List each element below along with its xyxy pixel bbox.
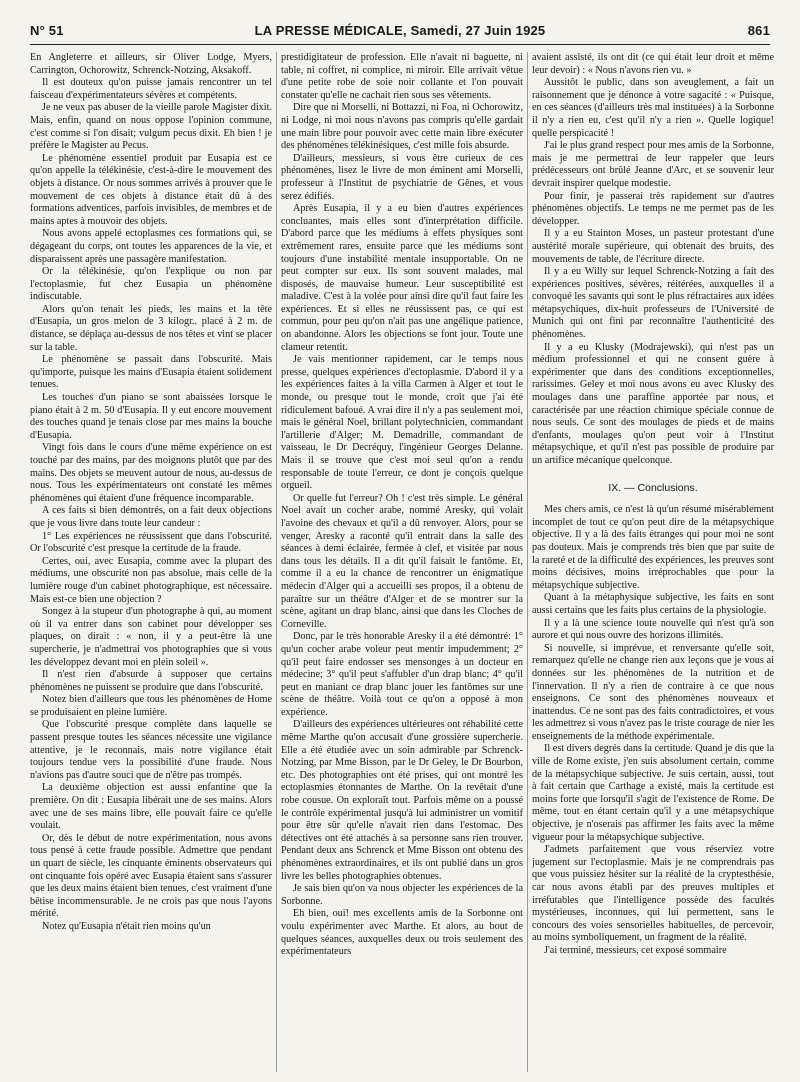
paragraph: Aussitôt le public, dans son aveuglement, a fait un raisonnement que je dénonce à votre sagacité : « Puisque, en ces séances (d'ailleurs très mal instituées) à la Sorbonne il n'y a rien eu, c'est qu'il n'y a rien ». Quelle logique! quelle perspicacité ! xyxy=(532,77,774,139)
paragraph: Si nouvelle, si imprévue, et renversante qu'elle soit, remarquez qu'elle ne change rien aux leçons que je vous ai données sur les phénomènes de la nutrition et de l'innervation. Il n'y a rien de contraire à ce que nous enseignons. Ce sont des phénomènes nouveaux et inattendus. Ce ne sont pas des faits contradictoires, et vous les admettrez si vous n'avez pas le triste courage de nier les enseignements de la méthode expérimentale. xyxy=(532,642,774,742)
paragraph: Je vais mentionner rapidement, car le temps nous presse, quelques expériences d'ectoplasmie. D'abord il y a les expériences faites à la villa Carmen à Alger et tout le monde, ou presque tout le monde, croit que j'ai été ridiculement bafoué. A vrai dire il n'y a pas seulement moi, mais le général Noel, brillant polytechnicien, commandant l'artillerie d'Alger; M. Demadrille, commandant de vaisseau, le Dr Decréquy, l'ingénieur Georges Delanne. Mais il se trouve que c'est moi seul qu'on a rendu responsable de toute l'erreur, ce dont je conçois quelque orgueil. xyxy=(281,354,523,492)
paragraph: 1° Les expériences ne réussissent que dans l'obscurité. Or l'obscurité c'est presque la certitude de la fraude. xyxy=(30,530,272,555)
paragraph: Il est douteux qu'on puisse jamais rencontrer un tel faisceau d'expérimentateurs sévères et compétents. xyxy=(30,77,272,101)
masthead-title: LA PRESSE MÉDICALE, Samedi, 27 Juin 1925 xyxy=(254,22,546,38)
paragraph: Je sais bien qu'on va nous objecter les expériences de la Sorbonne. xyxy=(281,883,523,907)
paragraph: Or quelle fut l'erreur? Oh ! c'est très simple. Le général Noel avait un cocher arabe, nommé Aresky, qui volait l'avoine des chevaux et qu'il a dû renvoyer. Alors, pour se venger, Aresky a raconté qu'il entrait dans la salle des séances à demi éclairée, fermée à clef, et visitée par nous dans tous les détails. Il a dit qu'il faisait le fantôme. Et, comme il a eu la chance de rencontrer un énigmatique médecin d'Alger qui a accueilli ses propos, il a obtenu de paraître sur un théâtre d'Alger et de se montrer sur la scène, agitant un drap blanc, ainsi que dans les Cloches de Corneville. xyxy=(281,492,523,630)
header-rule xyxy=(30,44,770,45)
paragraph: Donc, par le très honorable Aresky il a été démontré: 1° qu'un cocher arabe voleur peut mentir impudemment; 2° qu'il peut faire endosser ses mensonges à un docteur en médecine; 3° qu'il peut s'affubler d'un drap blanc; 4° qu'il peut en maniant ce drap blanc jouer les fantômes sur une scène de théâtre. Voilà tout ce qu'on a opposé à mon expérience. xyxy=(281,631,523,718)
paragraph: Quant à la métaphysique subjective, les faits en sont aussi certains que les faits plus certains de la physiologie. xyxy=(532,592,774,616)
paragraph: Je ne veux pas abuser de la vieille parole Magister dixit. Mais, enfin, quand on nous oppose l'opinion commune, c'est comme si l'on disait; vulgum pecus dixit. Eh bien ! je préfère le Magister au Pecus. xyxy=(30,102,272,152)
paragraph: Il y a eu Willy sur lequel Schrenck-Notzing a fait des expériences positives, sévères, réitérées, auxquelles il a convoqué les savants qui sont le plus réfractaires aux idées métapsychiques, dix-huit professeurs de l'Université de Munich qui ont fini par reconnaître l'authenticité des phénomènes. xyxy=(532,266,774,341)
paragraph: Il est divers degrés dans la certitude. Quand je dis que la ville de Rome existe, j'en suis absolument certain, comme de la métapsychique subjective. Je suis certain, aussi, tout à fait certain que Carthage a existé, mais la certitude est moins forte que lorsqu'il s'agit de l'existence de Rome. De même, tout en étant certain qu'il y a une métapsychique objective, je n'oserais pas affirmer les faits avec la même vigueur pour la métapsychique subjective. xyxy=(532,743,774,843)
paragraph: Il n'est rien d'absurde à supposer que certains phénomènes ne puissent se produire que dans l'obscurité. xyxy=(30,669,272,693)
section-heading: IX. — Conclusions. xyxy=(608,481,698,494)
paragraph: Il y a eu Stainton Moses, un pasteur protestant d'une austérité morale supérieure, qui obtenait des bruits, des mouvements de table, de l'écriture directe. xyxy=(532,228,774,265)
paragraph: Il y a là une science toute nouvelle qui n'est qu'à son aurore et qui nous ouvre des horizons illimités. xyxy=(532,617,774,642)
page-number: 861 xyxy=(747,22,770,38)
column-divider xyxy=(527,52,528,1072)
paragraph: Le phénomène se passait dans l'obscurité. Mais qu'importe, puisque les mains d'Eusapia étaient solidement tenues. xyxy=(30,354,272,391)
paragraph: J'admets parfaitement que vous réserviez votre jugement sur l'ectoplasmie. Mais je ne comprendrais pas que vous puissiez hésiter sur la réalité de la cryptesthésie, car nous avons établi par des preuves multiples et irréfutables que l'intelligence possède des facultés mystérieuses, inconnues, qui lui permettent, sans le concours des voies sensorielles habituelles, de percevoir, au moins symboliquement, un fragment de la réalité. xyxy=(532,844,774,944)
paragraph: Songez à la stupeur d'un photographe à qui, au moment où il va entrer dans son cabinet pour développer ses plaques, on dirait : « non, il y a peut-être là une supercherie, je n'admettrai vos photographies que si vous les développez devant moi en plein soleil ». xyxy=(30,606,272,668)
paragraph: A ces faits si bien démontrés, on a fait deux objections que je vous livre dans toute leur candeur : xyxy=(30,505,272,529)
paragraph: Or, dès le début de notre expérimentation, nous avons tous pensé à cette fraude possible. Admettre que pendant un quart de siècle, les cinquante éminents observateurs qui ont cinquante fois opéré avec Eusapia étaient sans s'assurer que les deux mains étaient bien tenues, c'est vraiment d'une bêtise incommensurable. Je ne crois pas que nous l'ayons mérité. xyxy=(30,832,272,920)
paragraph: Vingt fois dans le cours d'une même expérience on est touché par des mains, par des moignons plutôt que par des mains. Des objets se meuvent autour de nous, au-dessus de nous. Tous les expérimentateurs ont constaté les mêmes phénomènes qui étaient d'une fréquence incomparable. xyxy=(30,442,272,504)
paragraph: J'ai terminé, messieurs, cet exposé sommaire xyxy=(544,944,727,956)
paragraph: Notez bien d'ailleurs que tous les phénomènes de Home se produisaient en pleine lumière. xyxy=(30,694,272,718)
paragraph: Certes, oui, avec Eusapia, comme avec la plupart des médiums, une obscurité non pas absolue, mais celle de la lumière rouge d'un cabinet photographique, est nécessaire. Mais est-ce bien une objection ? xyxy=(30,555,272,605)
page-header xyxy=(30,18,770,42)
paragraph: Les touches d'un piano se sont abaissées lorsque le piano était à 2 m. 50 d'Eusapia. Il y eut encore mouvement des touches quand je tenais close par mes mains la bouche d'Eusapia. xyxy=(30,392,272,441)
paragraph: Dire que ni Morselli, ni Bottazzi, ni Foa, ni Ochorowitz, ni Lodge, ni moi nous n'avons pas compris qu'elle gardait une main libre pour pouvoir avec cette main libre exécuter des phénomènes télékinésiques, c'est mille fois absurde. xyxy=(281,102,523,152)
column-divider xyxy=(276,52,277,1072)
paragraph: prestidigitateur de profession. Elle n'avait ni baguette, ni table, ni coffret, ni complice, ni miroir. Elle arrivait vêtue d'une petite robe de soie noir collante et l'on pouvait constater qu'elle ne cachait rien sous ses vêtements. xyxy=(281,52,523,101)
paragraph: Il y a eu Klusky (Modrajewski), qui n'est pas un médium professionnel et qui ne consent guère à expérimenter que dans des conditions exceptionnelles, rarissimes. Geley et moi nous avons eu avec Klusky des moulages dans une paraffine apportée par nous, et caractérisée par une réaction chimique spéciale connue de nous seuls. Ce sont des moulages de pieds et de mains d'enfants, moulages qu'on peut voir à l'Institut métapsychique, et qu'il n'est pas possible de produire par un artifice mécanique quelconque. xyxy=(532,341,774,466)
paragraph: La deuxième objection est aussi enfantine que la première. On dit : Eusapia libérait une de ses mains. Alors avec une de ses mains libre, elle pouvait faire ce qu'elle voulait. xyxy=(30,782,272,832)
paragraph: Alors qu'on tenait les pieds, les mains et la tête d'Eusapia, un gros melon de 3 kilogr.. placé à 2 m. de distance, se déplaça au-dessus de nos têtes et vint se placer sur la table. xyxy=(30,303,272,353)
paragraph: Notez qu'Eusapia n'était rien moins qu'un xyxy=(42,920,211,932)
paragraph: D'ailleurs des expériences ultérieures ont réhabilité cette même Marthe qu'on accusait d'une grossière supercherie. Elle a été étudiée avec un soin admirable par Schrenck-Notzing, par Mme Bisson, par le Dr Geley, le Dr Bourbon, etc. Des photographies ont été prises, qui ont montré les ectoplasmies étonnantes de Marthe. On la revêtait d'une robe cousue. On exploraît tout. Parfois même on a poussé le contrôle expérimental jusqu'à lui administrer un vomitif pour être sûr qu'elle n'avait rien dans l'estomac. Des détectives ont été attachés à sa personne sans rien trouver. Pendant deux ans Schrenck et Mme Bisson ont obtenu des phénomènes extraordinaires, et ils ont publié dans un gros livre les belles photographies obtenues. xyxy=(281,719,523,882)
text-column-3 xyxy=(532,52,774,1072)
paragraph: Eh bien, oui! mes excellents amis de la Sorbonne ont voulu expérimenter avec Marthe. Et alors, au bout de quelques séances, auxquelles deux ou trois seulement des expérimentateurs xyxy=(281,908,523,958)
paragraph: avaient assisté, ils ont dit (ce qui était leur droit et même leur devoir) : « Nous n'avons rien vu. » xyxy=(532,52,774,76)
paragraph: J'ai le plus grand respect pour mes amis de la Sorbonne, mais je me permettrai de leur rappeler que leurs prédécesseurs ont brûlé Jeanne d'Arc, et se souvenir leur devrait inspirer quelque modestie. xyxy=(532,140,774,189)
paragraph: Or la télékinésie, qu'on l'explique ou non par l'ectoplasmie, fut chez Eusapia un phénomène indiscutable. xyxy=(30,266,272,303)
paragraph: Mes chers amis, ce n'est là qu'un résumé misérablement incomplet de tout ce qu'on peut dire de la métapsychique objective. Il y a là des faits étranges qui pour moi ne sont pas douteux. Mais je comprends très bien que par suite de la rareté et de la difficulté des expériences, les preuves sont moins décisives, moins irréprochables que pour la métapsychique subjective. xyxy=(532,504,774,591)
text-column-1 xyxy=(30,52,272,1072)
paragraph: Que l'obscurité presque complète dans laquelle se passent presque toutes les séances nécessite une vigilance attentive, je le reconnais, mais notre vigilance était toujours tendue vers la possibilité d'une fraude. Nous n'avions pas d'autre souci que de n'être pas trompés. xyxy=(30,719,272,781)
paragraph: En Angleterre et ailleurs, sir Oliver Lodge, Myers, Carrington, Ochorowitz, Schrenck-Notzing, Aksakoff. xyxy=(30,52,272,76)
paragraph: Le phénomène essentiel produit par Eusapia est ce qu'on appelle la télékinésie, c'est-à-dire le mouvement des objets à distance. Or nous sommes arrivés à prouver que le mouvement de ces objets à distance était dû à des formations adventices, parfois invisibles, de membres et de mains aptes à mouvoir des objets. xyxy=(30,152,272,227)
paragraph: Pour finir, je passerai très rapidement sur d'autres phénomènes objectifs. Le temps ne me permet pas de les développer. xyxy=(532,190,774,227)
text-column-2 xyxy=(281,52,523,1072)
paragraph: Nous avons appelé ectoplasmes ces formations qui, se dégageant du corps, ont toutes les apparences de la vie, et disparaissent après une passagère manifestation. xyxy=(30,228,272,265)
paragraph: Après Eusapia, il y a eu bien d'autres expériences concluantes, mais elles sont d'interprétation difficile. D'abord parce que les médiums à effets physiques sont extrêmement rares, ensuite parce que les médiums sont toujours d'une instabilité mentale insupportable. On ne peut compter sur eux. Ils sont souvent malades, mal disposés, de mauvaise humeur. Leur susceptibilité est maladive. C'est à la volée pour ainsi dire qu'il faut faire les expériences. Et si elles ne réussissent pas, ce qui est commun, pour peu qu'on n'ait pas une angélique patience, on abandonne. Alors les objections se font jour. Toute une clameur retentit. xyxy=(281,203,523,353)
paragraph: D'ailleurs, messieurs, si vous être curieux de ces phénomènes, lisez le livre de mon éminent ami Morselli, professeur à l'Institut de psychiatrie de Gênes, et vous serez édifiés. xyxy=(281,152,523,202)
issue-number: N° 51 xyxy=(30,22,64,38)
